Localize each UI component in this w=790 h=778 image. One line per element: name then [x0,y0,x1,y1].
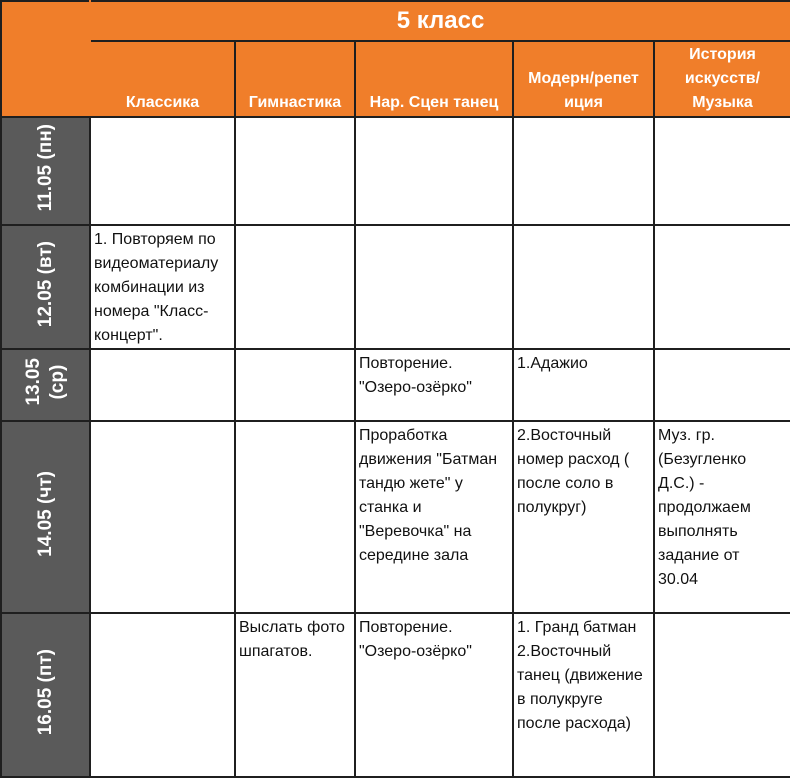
table-cell [513,225,654,349]
day-label: 12.05 (вт) [34,240,56,328]
day-label: 13.05 (ср) [22,358,68,406]
table-cell [654,225,790,349]
corner-cell [1,1,90,117]
table-cell: Повторение. "Озеро-озёрко" [355,613,513,777]
table-title: 5 класс [90,1,790,41]
table-row [1,225,790,349]
table-row [1,349,790,421]
table-cell: Проработка движения "Батман тандю жете" у станка и "Веревочка" на середине зала [355,421,513,613]
column-header-art-history: История искусств/ Музыка [654,41,790,117]
day-label: 11.05 (пн) [34,124,56,212]
table-cell [235,349,355,421]
table-cell [654,349,790,421]
table-cell [654,613,790,777]
table-cell [90,349,235,421]
day-header [1,349,90,421]
day-header [1,225,90,349]
day-label: 14.05 (чт) [34,471,56,557]
table-cell [355,225,513,349]
column-header-gymnastics: Гимнастика [235,41,355,117]
table-cell [90,421,235,613]
table-row [1,613,790,777]
table-cell [654,117,790,225]
table-cell: 1.Адажио [513,349,654,421]
day-header [1,613,90,777]
table-cell: 2.Восточный номер расход ( после соло в полукруг) [513,421,654,613]
table-cell: 1. Повторяем по видеоматериалу комбинации из номера "Класс- концерт". [90,225,235,349]
table-cell: Выслать фото шпагатов. [235,613,355,777]
table-cell [355,117,513,225]
day-header [1,117,90,225]
table-cell [90,117,235,225]
table-cell: Повторение. "Озеро-озёрко" [355,349,513,421]
table-cell [90,613,235,777]
table-cell: Муз. гр. (Безугленко Д.С.) - продолжаем выполнять задание от 30.04 [654,421,790,613]
table-cell: 1. Гранд батман 2.Восточный танец (движение в полукруге после расхода) [513,613,654,777]
table-cell [235,421,355,613]
column-header-folk-dance: Нар. Сцен танец [355,41,513,117]
table-row [1,421,790,613]
table-cell [513,117,654,225]
table-cell [235,117,355,225]
day-header [1,421,90,613]
table-cell [235,225,355,349]
table-row [1,117,790,225]
column-header-classic: Классика [90,41,235,117]
day-label: 16.05 (пт) [34,648,56,736]
column-header-modern: Модерн/репет иция [513,41,654,117]
